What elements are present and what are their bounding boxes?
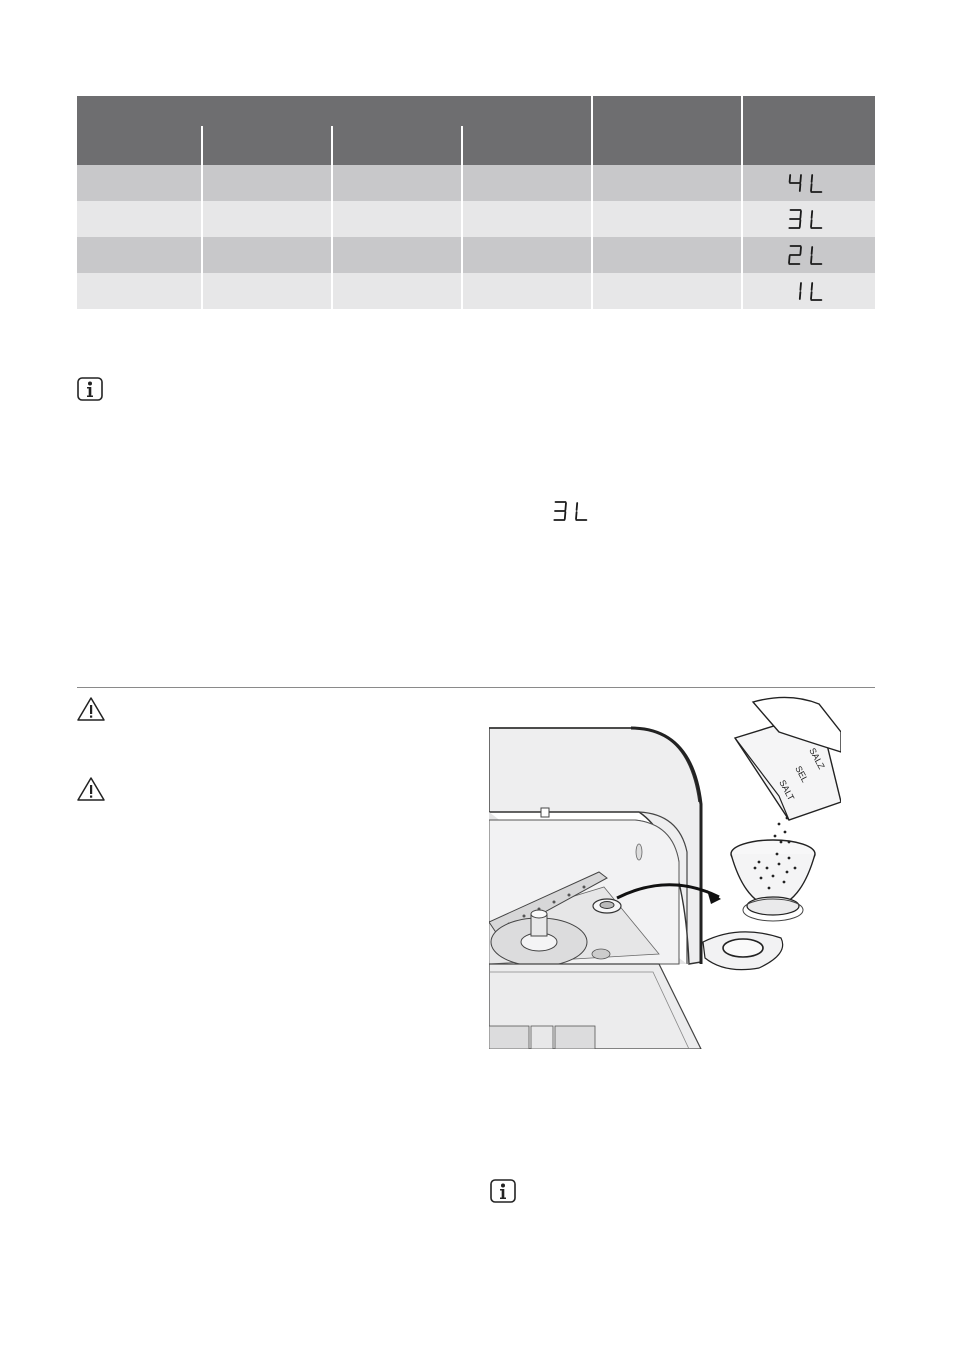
display-value: 2L	[786, 244, 788, 245]
header-divider	[741, 96, 743, 165]
display-value: 1L	[786, 280, 788, 281]
packet-label: SEL	[793, 764, 811, 784]
header-divider	[591, 96, 593, 165]
table-row	[77, 201, 875, 237]
info-icon	[77, 377, 103, 401]
warning-icon	[76, 696, 106, 722]
inline-level-display	[551, 500, 591, 522]
level-display	[786, 244, 826, 266]
salt-refill-illustration	[489, 692, 841, 1049]
section-divider	[77, 687, 875, 688]
table-row	[77, 273, 875, 309]
warning-icon	[76, 776, 106, 802]
display-value: 3L	[786, 208, 788, 209]
header-divider	[331, 126, 333, 165]
display-value: 3L	[551, 500, 553, 501]
water-hardness-table	[77, 96, 875, 309]
packet-label: SALZ	[807, 746, 827, 771]
display-value: 4L	[786, 172, 788, 173]
level-display	[786, 208, 826, 230]
info-icon	[490, 1179, 516, 1203]
level-display	[786, 280, 826, 302]
table-row	[77, 165, 875, 201]
header-divider	[201, 126, 203, 165]
header-divider	[461, 126, 463, 165]
level-display	[786, 172, 826, 194]
packet-label: SALT	[777, 778, 797, 803]
table-row	[77, 237, 875, 273]
table-header	[77, 96, 875, 165]
